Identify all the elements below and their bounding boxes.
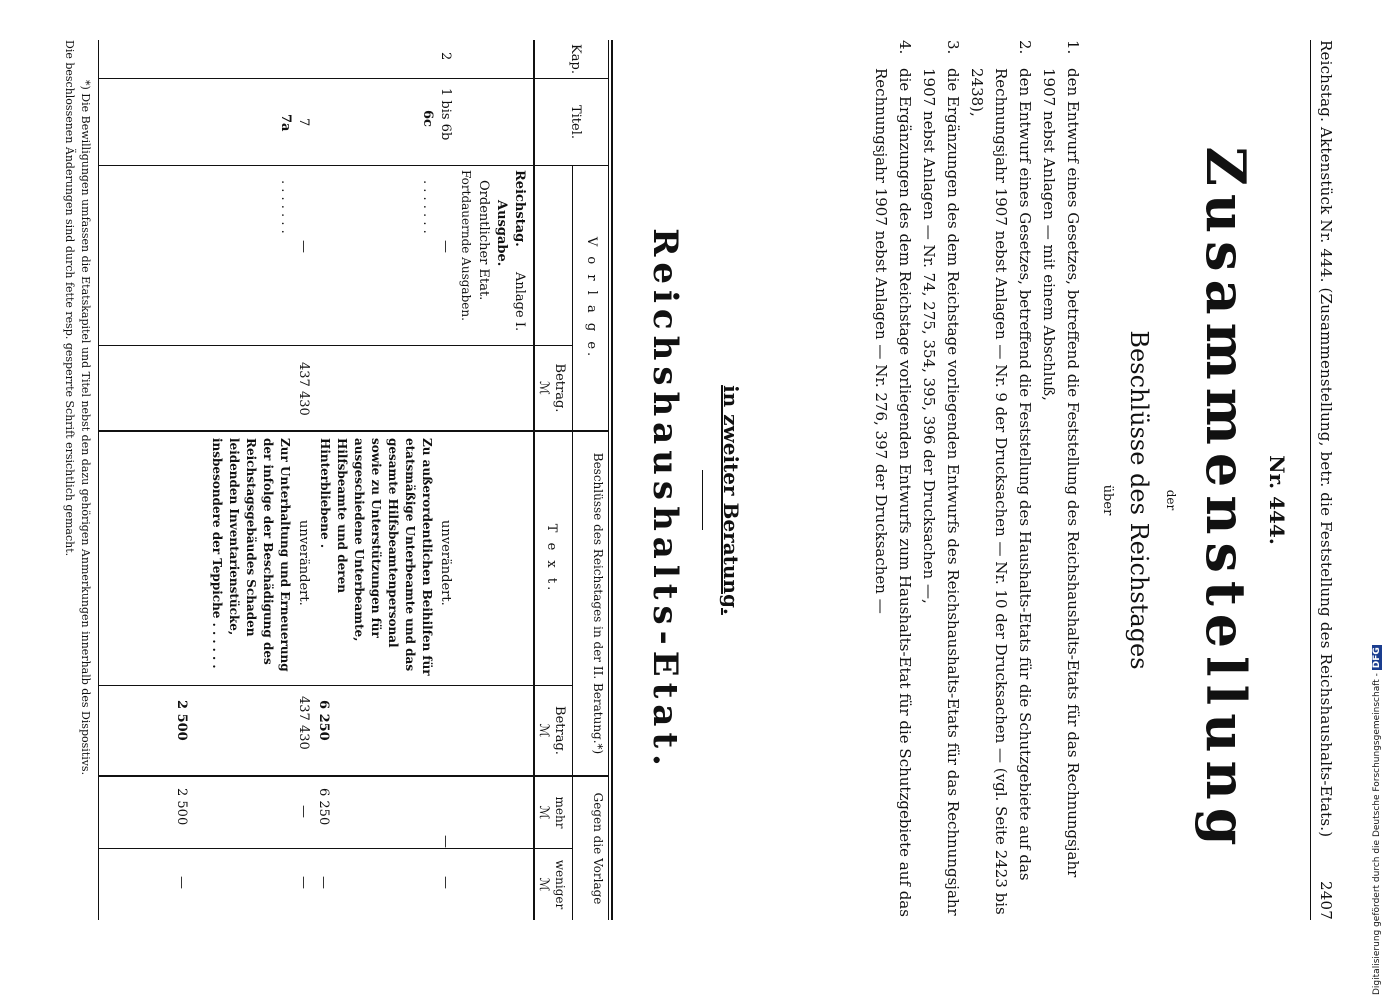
header-weniger: weniger [553,859,567,910]
weniger-dash-7: — [296,876,311,889]
col-rule-bold [99,430,609,432]
betrag-7a: 2 500 [174,700,189,741]
header-mark: ℳ [536,381,551,395]
weniger-dash-1: — [438,876,453,889]
list-item: 4. die Ergänzungen des dem Reichstage vorliegenden Entwurfs zum Haushalts-Etat für die Schutzgebiete auf das Rechnungsjahr 1907 nebst Anlagen — Nr. 276, 397 der Drucksachen — [872,40,914,917]
header-titel: Titel. [568,104,583,140]
subtitle-der: der [1164,489,1178,511]
table-top-rule [611,40,613,920]
list-item: 3. die Ergänzungen des dem Reichstage vorliegenden Entwurfs des Reichshaushalts-Etats für das Rechnungsjahr 1907 nebst Anlagen — Nr. 74, 275, 354, 395, 396 der Drucksachen —, [920,40,962,916]
vorlage-betrag-7: 437 430 [296,362,311,416]
vorlage-dash-7: — [296,240,311,253]
list-item: 1. den Entwurf eines Gesetzes, betreffend die Feststellung des Reichshaushalts-Etats für das Rechnungsjahr 1907 nebst Anlagen — mit einem Abschluß, [1040,40,1082,878]
main-title: Zusammenstellung [1194,146,1258,854]
weniger-dash-6c: — [316,876,331,889]
list-item: 2. den Entwurf eines Gesetzes, betreffend die Feststellung des Haushalts-Etats für die Schutzgebiete auf das Rechnungsjahr 1907 nebst Anlagen — Nr. 9 der Drucksachen — Nr. 10 der Drucksachen — (vgl. Seite 2423 bis 2438), [968,40,1034,915]
header-beschluesse: Beschlüsse des Reichstages in der II. Beratung.*) [591,452,605,755]
header-bottom-rule [533,40,535,920]
titel-7a: 7a [278,114,293,132]
vorlage-heading-ausgabe: Ausgabe. [494,200,509,267]
subheader-rule [572,777,573,920]
digitization-note: Digitalisierung gefördert durch die Deutsche Forschungsgemeinschaft - DFG [1372,647,1382,995]
short-rule [702,470,703,530]
col-rule [99,848,573,849]
mehr-dash-7: — [296,805,311,818]
text-7a: Zur Unterhaltung und Erneuerung der infolge der Beschädigung des Reichstagsgebäudes Schaden leidenden Inventarienstücke, insbesondere der Teppiche . . . . . . [210,438,292,672]
header-mehr: mehr [553,796,567,829]
header-betrag: Betrag. [552,363,567,413]
table-top-rule-2 [608,40,609,920]
subheader-rule [572,432,573,775]
doc-number: Nr. 444. [1265,455,1289,545]
titel-6c: 6c [420,110,435,127]
footnote [61,40,93,940]
running-head-text: Reichstag. Aktenstück Nr. 444. (Zusammenstellung, betr. die Feststellung des Reichshaushalts-Etats.) [1317,40,1335,838]
header-kap: Kap. [568,44,583,74]
footnote-line-2: Die beschlossenen Änderungen sind durch fette resp. gesperrte Schrift ersichtlich gemacht. [63,40,76,557]
header-mark-weniger: ℳ [536,877,551,892]
betrag-6c: 6 250 [316,700,331,741]
header-text: T e x t. [544,523,559,594]
mehr-7a: 2 500 [174,788,189,826]
header-vorlage: V o r l a g e. [584,236,599,360]
vorlage-dots-6c: . . . . . . . [420,180,435,234]
col-rule [99,345,573,346]
table-bottom-rule [98,40,99,920]
beratung-heading: in zweiter Beratung. [719,385,743,615]
header-rule [1310,40,1311,920]
running-head [1317,40,1335,920]
titel-1-6b: 1 bis 6b [438,88,453,141]
text-unveraendert-2: unverändert. [296,520,311,606]
betrag-7: 437 430 [296,696,311,750]
header-mark-2: ℳ [536,723,551,738]
header-mark-mehr: ℳ [536,805,551,820]
kap-value: 2 [438,52,453,61]
subheader-rule [572,165,573,430]
etat-table [18,40,613,920]
weniger-dash-7a: — [174,876,189,889]
subtitle: Beschlüsse des Reichstages [1125,330,1153,670]
mehr-6c: 6 250 [316,788,331,826]
col-rule [99,165,609,166]
vorlage-heading-ordentlich: Ordentlicher Etat. [476,180,491,301]
text-6c: Zu außerordentlichen Beihilfen für etatsmäßige Unterbeamte und das gesamte Hilfsbeamtenpersonal sowie zu Unterstützungen für ausgeschiedene Unterbeamte, Hilfsbeamte und deren Hinterbliebene . [318,438,434,676]
col-rule [99,685,573,686]
dfg-logo: DFG [1372,647,1382,669]
vorlage-dash: — [438,240,453,253]
header-gegen: Gegen die Vorlage [591,792,605,905]
item-list [869,40,1085,920]
etat-title: Reichshaushalts-Etat. [645,228,685,772]
vorlage-dots-7a: . . . . . . . [278,180,293,234]
vorlage-heading-fortdauernd: Fortdauernde Ausgaben. [459,170,473,321]
col-rule [99,78,609,79]
mehr-dash-1: — [438,835,453,848]
header-betrag-2: Betrag. [552,706,567,755]
ueber-label: über [1100,484,1115,516]
vorlage-heading-reichstag: Reichstag. [512,170,527,247]
vorlage-heading-anlage: Anlage I. [512,272,527,332]
titel-7: 7 [296,118,311,127]
col-rule-bold [99,775,609,777]
footnote-line-1: *) Die Bewilligungen umfassen die Etatskapitel und Titel nebst den dazu gehörigen Anmerkungen innerhalb des Dispositivs. [79,80,92,776]
text-unveraendert-1: unverändert. [438,520,453,606]
page-number: 2407 [1317,881,1335,920]
